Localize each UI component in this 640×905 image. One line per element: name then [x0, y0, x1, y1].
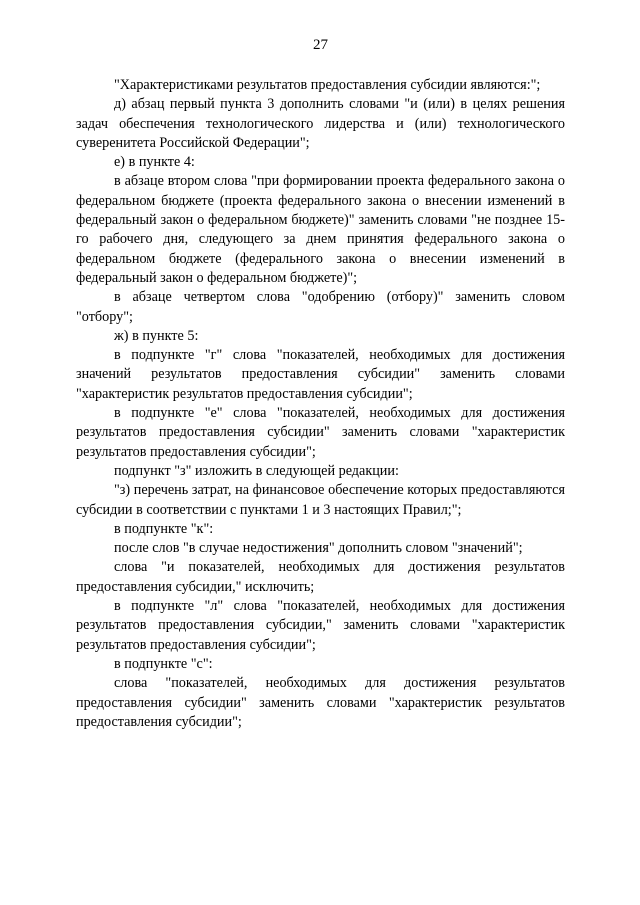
paragraph: слова "показателей, необходимых для достижения результатов предоставления субсидии" заменить словами "характеристик результатов предоставления субсидии"; [76, 675, 565, 730]
paragraph: подпункт "з" изложить в следующей редакции: [114, 462, 399, 479]
paragraph: в подпункте "л" слова "показателей, необходимых для достижения результатов предоставления субсидии," заменить словами "характеристик результатов предоставления субсидии"; [76, 598, 565, 653]
paragraph: д) абзац первый пункта 3 дополнить словами "и (или) в целях решения задач обеспечения технологического лидерства и (или) технологического суверенитета Российской Федерации"; [76, 96, 565, 151]
paragraph: "з) перечень затрат, на финансовое обеспечение которых предоставляются субсидии в соответствии с пунктами 1 и 3 настоящих Правил;"; [76, 482, 565, 518]
paragraph: "Характеристиками результатов предоставления субсидии являются:"; [114, 77, 541, 93]
paragraph: после слов "в случае недостижения" дополнить словом "значений"; [114, 540, 523, 557]
paragraph: ж) в пункте 5: [114, 327, 199, 344]
paragraph: в подпункте "г" слова "показателей, необходимых для достижения значений результатов предоставления субсидии" заменить словами "характеристик результатов предоставления субсидии"; [76, 347, 565, 402]
paragraph: в подпункте "к": [114, 520, 214, 537]
paragraph: слова "и показателей, необходимых для достижения результатов предоставления субсидии," исключить; [76, 559, 565, 595]
page-number: 27 [313, 37, 328, 53]
paragraph: в подпункте "с": [114, 655, 213, 672]
paragraph: е) в пункте 4: [114, 154, 195, 171]
paragraph: в абзаце четвертом слова "одобрению (отбору)" заменить словом "отбору"; [76, 289, 565, 325]
paragraph: в подпункте "е" слова "показателей, необходимых для достижения результатов предоставления субсидии" заменить словами "характеристик результатов предоставления субсидии"; [76, 405, 565, 460]
paragraph: в абзаце втором слова "при формировании проекта федерального закона о федеральном бюджете (проекта федерального закона о внесении изменений в федеральный закон о федеральном бюджете)" заменить словами "не позднее 15-го рабочего дня, следующего за днем принятия федерального закона о федеральном бюджете (федерального закона о внесении изменений в федеральный закон о федеральном бюджете)"; [76, 173, 565, 286]
document-page [76, 36, 565, 732]
